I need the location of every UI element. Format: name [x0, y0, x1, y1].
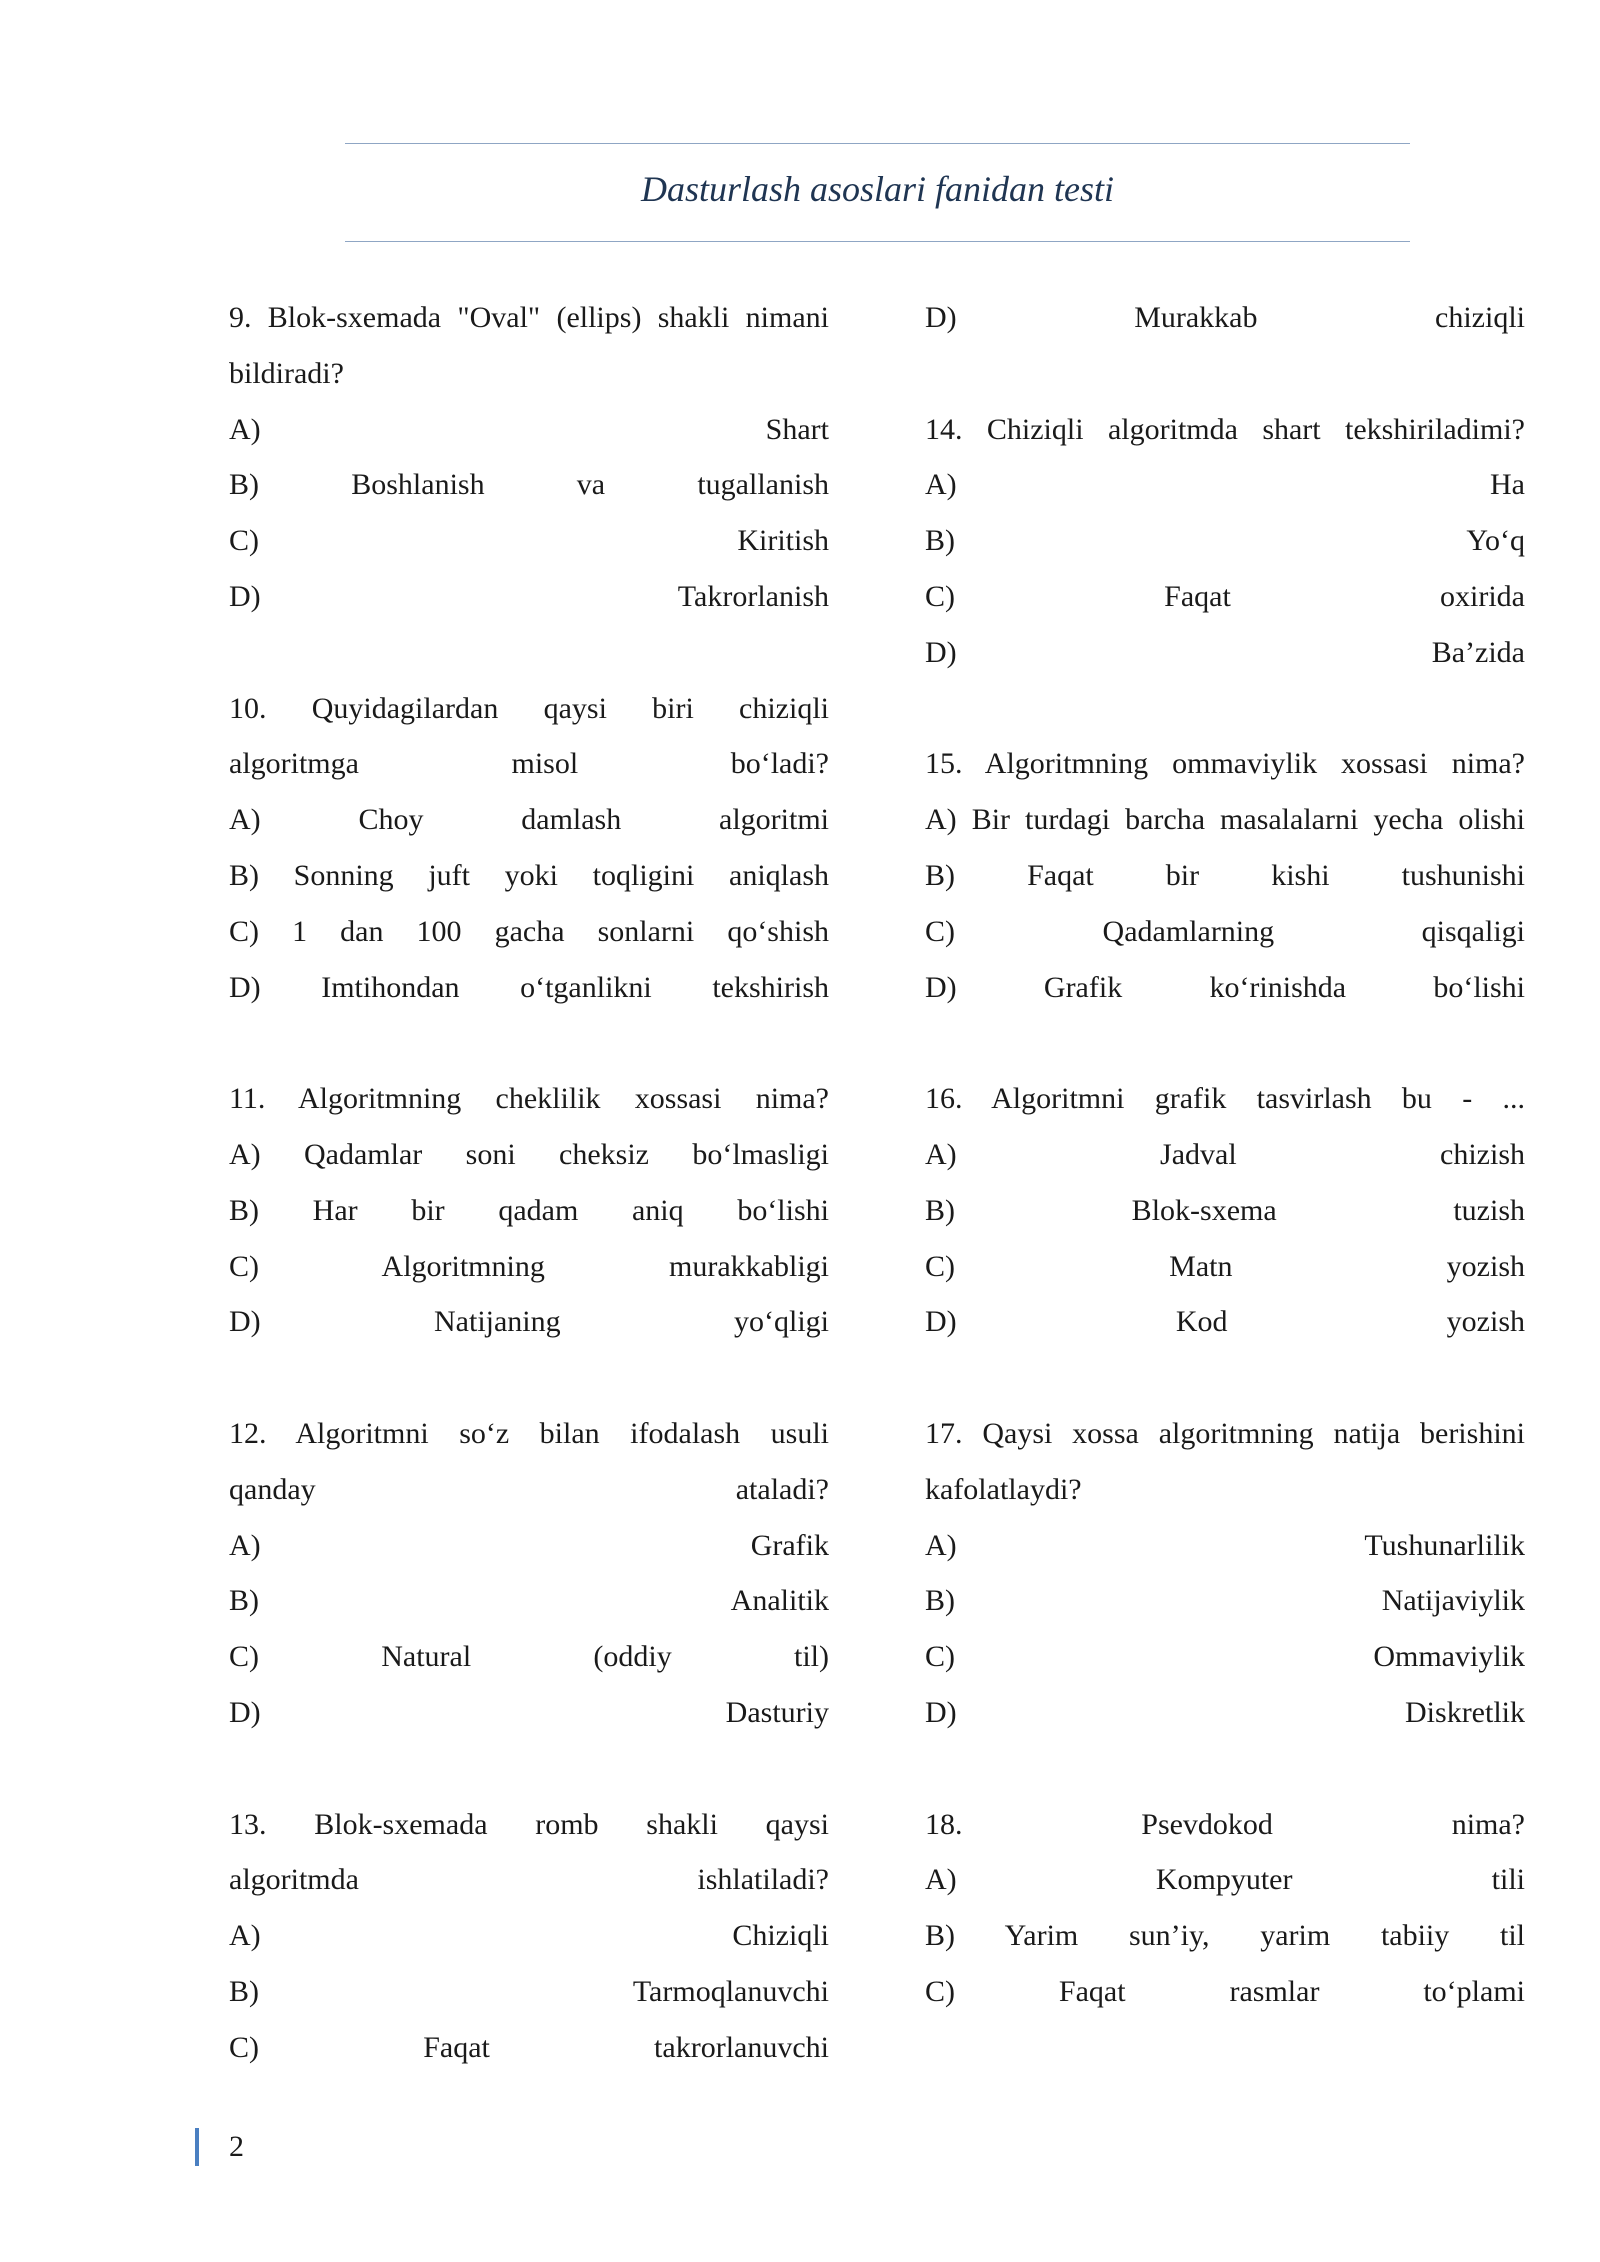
answer-option-line: A) Jadval chizish: [925, 1137, 1525, 1171]
right-column: [925, 290, 1525, 2020]
answer-option-line: C) Matn yozish: [925, 1249, 1525, 1283]
answer-option-line: C) Faqat oxirida: [925, 579, 1525, 613]
question-text-line: 9. Blok-sxemada "Oval" (ellips) shakli nimani: [229, 301, 829, 334]
answer-option-line: B) Natijaviylik: [925, 1584, 1525, 1618]
answer-option-line: A) Chiziqli: [229, 1919, 829, 1953]
answer-option-line: A) Kompyuter tili: [925, 1863, 1525, 1897]
blank-line: [925, 1350, 1525, 1406]
question-text-line: qanday ataladi?: [229, 1472, 829, 1506]
answer-option-line: B) Blok-sxema tuzish: [925, 1193, 1525, 1227]
answer-option-line: C) Ommaviylik: [925, 1640, 1525, 1674]
answer-option-line: A) Ha: [925, 468, 1525, 502]
answer-option-line: D) Grafik ko‘rinishda bo‘lishi: [925, 970, 1525, 1004]
answer-option-line: C) Faqat takrorlanuvchi: [229, 2030, 829, 2064]
blank-line: [925, 1015, 1525, 1071]
question-text-line: kafolatlaydi?: [925, 1472, 1082, 1506]
answer-option-line: D) Dasturiy: [229, 1695, 829, 1729]
answer-option-line: D) Takrorlanish: [229, 579, 829, 613]
blank-line: [229, 1015, 829, 1071]
answer-option-line: C) Faqat rasmlar to‘plami: [925, 1974, 1525, 2008]
blank-line: [229, 625, 829, 681]
question-text-line: 10. Quyidagilardan qaysi biri chiziqli: [229, 691, 829, 725]
question-text-line: algoritmda ishlatiladi?: [229, 1863, 829, 1897]
question-text-line: 13. Blok-sxemada romb shakli qaysi: [229, 1807, 829, 1841]
question-text-line: 11. Algoritmning cheklilik xossasi nima?: [229, 1082, 829, 1116]
answer-option-line: D) Natijaning yo‘qligi: [229, 1305, 829, 1339]
answer-option-line: A) Shart: [229, 412, 829, 446]
blank-line: [229, 1741, 829, 1797]
answer-option-line: A) Qadamlar soni cheksiz bo‘lmasligi: [229, 1137, 829, 1171]
header-rule-bottom: [345, 241, 1410, 242]
answer-option-line: B) Analitik: [229, 1584, 829, 1618]
question-text-line: 17. Qaysi xossa algoritmning natija berishini: [925, 1416, 1525, 1450]
answer-option-line: D) Ba’zida: [925, 635, 1525, 669]
page-number-bar: [195, 2128, 199, 2166]
blank-line: [925, 681, 1525, 737]
question-text-line: 18. Psevdokod nima?: [925, 1807, 1525, 1841]
answer-option-line: A) Bir turdagi barcha masalalarni yecha olishi: [925, 803, 1525, 837]
answer-option-line: A) Grafik: [229, 1528, 829, 1562]
question-text-line: 12. Algoritmni so‘z bilan ifodalash usuli: [229, 1416, 829, 1450]
answer-option-line: A) Tushunarlilik: [925, 1528, 1525, 1562]
question-text-line: algoritmga misol bo‘ladi?: [229, 747, 829, 781]
blank-line: [229, 1350, 829, 1406]
answer-option-line: B) Yarim sun’iy, yarim tabiiy til: [925, 1919, 1525, 1953]
answer-option-line: B) Yo‘q: [925, 524, 1525, 558]
answer-option-line: C) Natural (oddiy til): [229, 1640, 829, 1674]
question-text-line: bildiradi?: [229, 356, 344, 390]
answer-option-line: C) Kiritish: [229, 524, 829, 558]
header-rule-top: [345, 143, 1410, 144]
answer-option-line: D) Kod yozish: [925, 1305, 1525, 1339]
answer-option-line: C) Algoritmning murakkabligi: [229, 1249, 829, 1283]
question-text-line: 14. Chiziqli algoritmda shart tekshiriladimi?: [925, 412, 1525, 446]
answer-option-line: D) Imtihondan o‘tganlikni tekshirish: [229, 970, 829, 1004]
answer-option-line: B) Har bir qadam aniq bo‘lishi: [229, 1193, 829, 1227]
question-text-line: 15. Algoritmning ommaviylik xossasi nima?: [925, 747, 1525, 781]
answer-option-line: D) Murakkab chiziqli: [925, 301, 1525, 334]
blank-line: [925, 346, 1525, 402]
answer-option-line: B) Faqat bir kishi tushunishi: [925, 858, 1525, 892]
answer-option-line: B) Tarmoqlanuvchi: [229, 1974, 829, 2008]
blank-line: [925, 1741, 1525, 1797]
answer-option-line: C) Qadamlarning qisqaligi: [925, 914, 1525, 948]
answer-option-line: A) Choy damlash algoritmi: [229, 803, 829, 837]
page-header-title: Dasturlash asoslari fanidan testi: [640, 169, 1115, 209]
answer-option-line: D) Diskretlik: [925, 1695, 1525, 1729]
answer-option-line: B) Boshlanish va tugallanish: [229, 468, 829, 502]
left-column: [229, 290, 829, 2076]
answer-option-line: B) Sonning juft yoki toqligini aniqlash: [229, 858, 829, 892]
answer-option-line: C) 1 dan 100 gacha sonlarni qo‘shish: [229, 914, 829, 948]
question-text-line: 16. Algoritmni grafik tasvirlash bu - ...: [925, 1082, 1525, 1116]
page-number: 2: [229, 2130, 244, 2163]
